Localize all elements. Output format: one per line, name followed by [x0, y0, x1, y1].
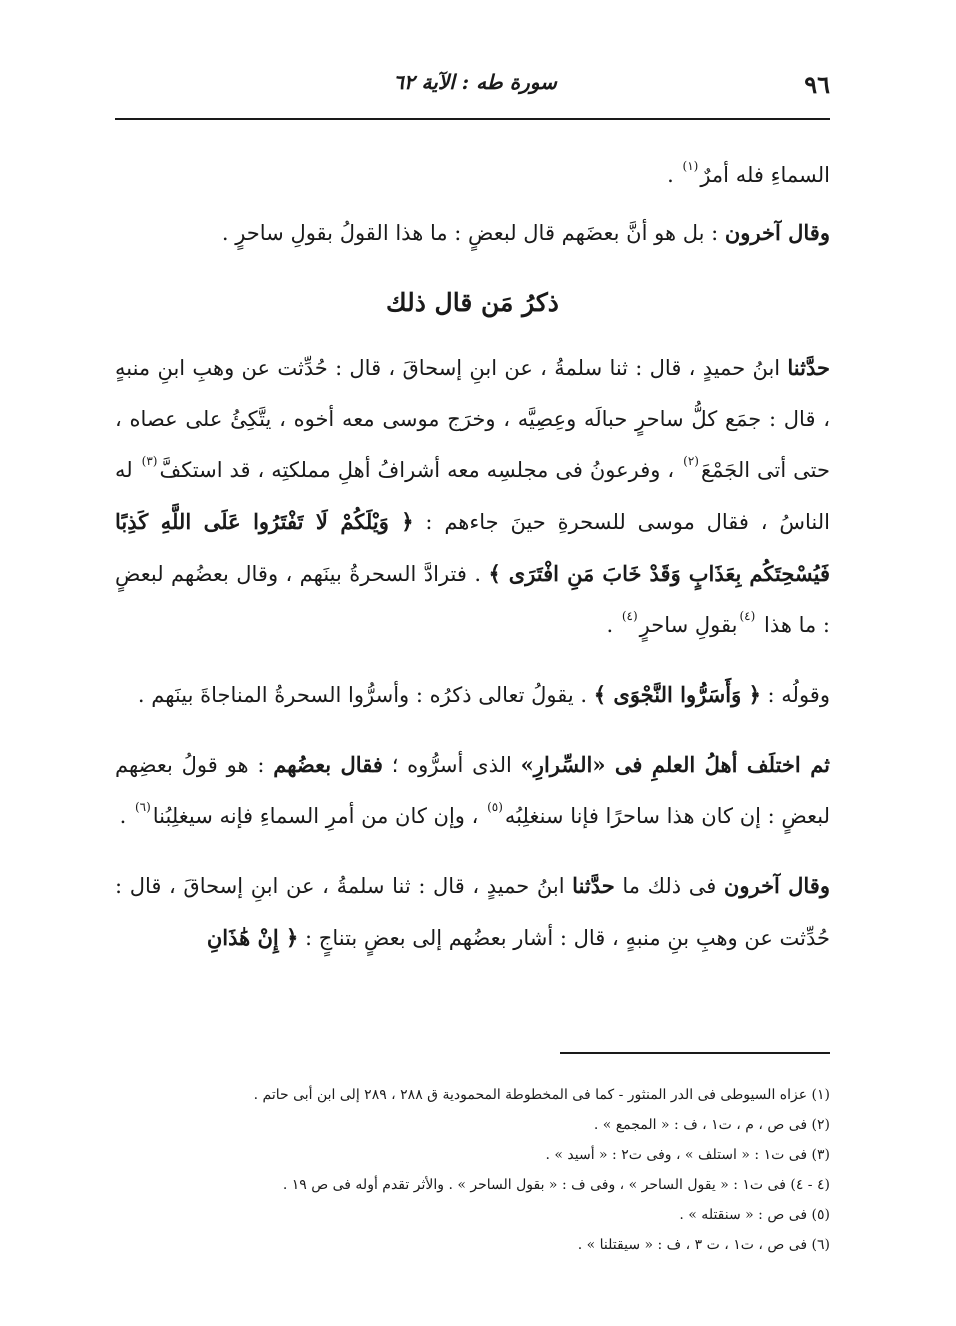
page-header — [115, 66, 830, 102]
paragraph-2-text: : بل هو أنَّ بعضَهم قال لبعضٍ : ما هذا القولُ بقولِ ساحرٍ . — [221, 221, 725, 245]
paragraph-1-text: السماءِ فله أمرٌ — [700, 163, 830, 187]
paragraph-5-part-d: . — [119, 804, 133, 828]
footnote-1: (١) عزاه السيوطى فى الدر المنثور - كما فى المخطوطة المحمودية ق ٢٨٨ ، ٢٨٩ إلى ابن أبى حاتم . — [253, 1087, 830, 1103]
footnote-ref-4-open: (٤) — [739, 609, 756, 623]
footnote-ref-2: (٢) — [683, 454, 699, 468]
paragraph-4 — [115, 669, 830, 721]
paragraph-1-end: . — [667, 163, 681, 187]
paragraph-3-part-a: ابنُ حميدٍ ، قال : ثنا سلمةُ ، عن ابنِ إسحاقَ ، قال : حُدِّثت عن وهبِ ابنِ منبهٍ ، قال : جمَع كلُّ ساحرٍ حبالَه وعِصِيَّه ، وخرَج موسى معه أخوه ، يتَّكِئُ على عصاه ، حتى أتى الجَمْعَ — [115, 356, 830, 482]
header-rule — [115, 118, 830, 120]
paragraph-6-part-b: ابنُ حميدٍ ، قال : ثنا سلمةُ ، عن ابنِ إسحاقَ ، قال : حُدِّثت عن وهبِ بنِ منبهٍ ، قال : أشار بعضُهم إلى بعضٍ بتناجٍ : — [115, 874, 830, 950]
section-heading: ذكرُ مَن قال ذلك — [386, 288, 559, 317]
paragraph-3 — [115, 342, 830, 651]
paragraph-2-lead: وقال آخرون — [724, 220, 830, 245]
footnote-rule — [560, 1052, 830, 1054]
paragraph-3-lead: حدَّثنا — [787, 355, 830, 380]
footnote-ref-6: (٦) — [134, 800, 151, 814]
paragraph-3-part-c: له الناسُ ، فقال موسى للسحرةِ حينَ جاءهم : — [115, 458, 830, 534]
paragraph-4-part-b: . يقولُ تعالى ذكرُه : وأسرُّوا السحرةُ المناجاةَ بينَهم . — [137, 683, 594, 707]
footnote-6: (٦) فى ص ، ت١ ، ت ٣ ، ف : « سيقتلنا » . — [577, 1237, 830, 1253]
running-title: سورة طه : الآية ٦٢ — [393, 70, 557, 94]
paragraph-4-part-a: وقولُه : — [760, 683, 830, 707]
paragraph-6-part-a: فى ذلك ما — [614, 874, 724, 898]
main-text — [115, 150, 830, 982]
paragraph-6-lead-2: حدَّثنا — [572, 873, 615, 898]
paragraph-2 — [115, 207, 830, 259]
footnotes — [115, 1080, 830, 1260]
paragraph-3-part-d: . فترادَّ السحرةُ بينَهم ، وقال بعضُهم لبعضٍ : ما هذا — [115, 562, 830, 637]
paragraph-1 — [115, 150, 830, 201]
paragraph-3-part-f: . — [606, 613, 620, 637]
paragraph-3-part-b: ، وفرعونُ فى مجلسِه معه أشرافُ أهلِ مملكتِه ، قد استكفَّ — [159, 458, 682, 482]
footnote-4: (٤ - ٤) فى ت١ : « يقول الساحر » ، وفى ف : « بقول الساحر » . والأثر تقدم أوله فى ص ١٩ . — [282, 1177, 830, 1193]
quran-verse-2: ﴿ وَأَسَرُّوا النَّجْوَى ﴾ — [593, 682, 761, 707]
paragraph-5-part-b: : هو قولُ بعضِهم لبعضٍ : إن كان هذا ساحرًا فإنا سنغلِبُه — [115, 753, 830, 828]
footnote-ref-5: (٥) — [487, 800, 503, 814]
footnote-2: (٢) فى ص ، م ، ت١ ، ف : « المجمع » . — [593, 1117, 830, 1133]
page-number: ٩٦ — [804, 70, 830, 99]
paragraph-5-lead-2: فقال بعضُهم — [273, 752, 383, 777]
footnote-3: (٣) فى ت١ : « استلف » ، وفى ت٢ : « أسيد » . — [545, 1147, 830, 1163]
paragraph-5-lead: ثم اختلَف أهلُ العلمِ فى «السِّرارِ» — [520, 752, 831, 777]
footnote-5: (٥) فى ص : « سنقتله » . — [679, 1207, 830, 1223]
paragraph-5-part-a: الذى أسرُّوه ؛ — [382, 753, 521, 777]
footnote-ref-1: (١) — [682, 159, 699, 173]
paragraph-6 — [115, 860, 830, 964]
paragraph-5-part-c: ، وإن كان من أمرِ السماءِ فإنه سيغلِبُنا — [152, 804, 486, 828]
paragraph-5 — [115, 739, 830, 842]
paragraph-6-lead: وقال آخرون — [723, 873, 830, 898]
paragraph-3-part-e: بقولِ ساحرٍ — [639, 613, 738, 637]
footnote-ref-4-close: (٤) — [621, 609, 638, 623]
quran-verse-3: ﴿ إِنْ هَٰذَانِ — [206, 925, 299, 950]
quran-verse-1: ﴿ وَيْلَكُمْ لَا تَفْتَرُوا عَلَى اللَّهِ كَذِبًا فَيُسْحِتَكُم بِعَذَابٍ وَقَدْ خَابَ مَنِ افْتَرَى ﴾ — [115, 509, 831, 586]
footnote-ref-3: (٣) — [141, 454, 158, 468]
